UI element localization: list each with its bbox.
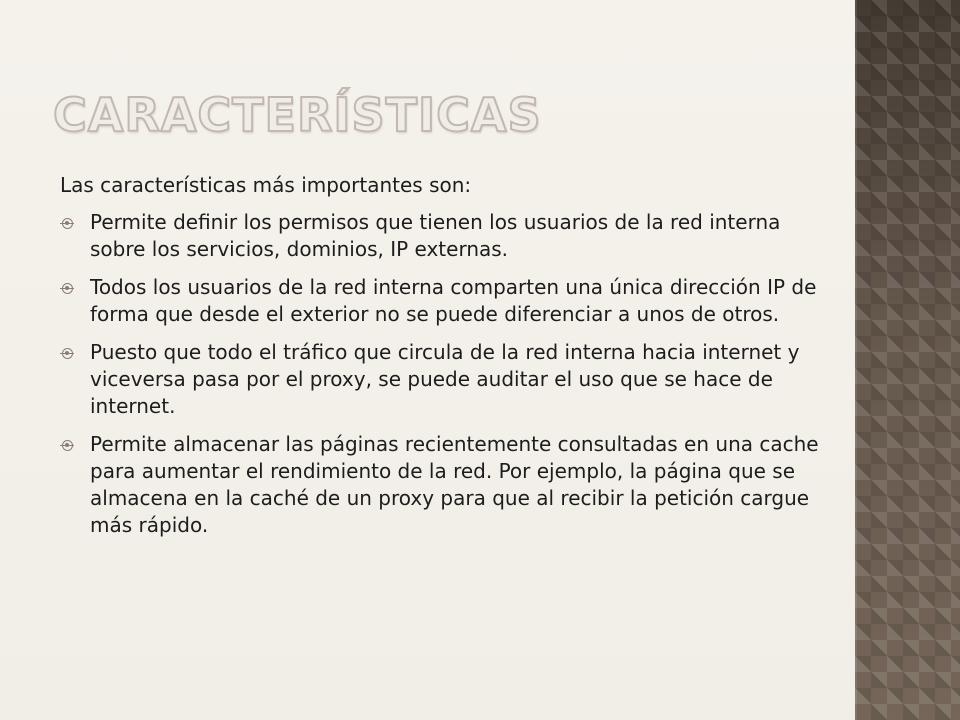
bullet-target-icon bbox=[62, 440, 73, 451]
bullet-text: Permite definir los permisos que tienen los usuarios de la red interna sobre los servicios, dominios, IP externas. bbox=[90, 210, 781, 261]
bullet-text: Puesto que todo el tráfico que circula de la red interna hacia internet y viceversa pasa por el proxy, se puede auditar el uso que se hace de internet. bbox=[90, 340, 800, 418]
decorative-side-panel bbox=[855, 0, 960, 720]
slide-title: CARACTERÍSTICAS bbox=[53, 88, 542, 142]
bullet-text: Permite almacenar las páginas recientemente consultadas en una cache para aumentar el rendimiento de la red. Por ejemplo, la página que se almacena en la caché de un proxy para que al recibir la petición cargue más rápido. bbox=[90, 432, 819, 537]
intro-text: Las características más importantes son: bbox=[60, 173, 472, 197]
bullet-item bbox=[60, 274, 835, 328]
bullet-item bbox=[60, 339, 835, 420]
bullet-item bbox=[60, 431, 835, 539]
bullet-target-icon bbox=[62, 218, 73, 229]
slide-content bbox=[60, 172, 835, 550]
bullet-item bbox=[60, 209, 835, 263]
bullet-target-icon bbox=[62, 283, 73, 294]
bullet-target-icon bbox=[62, 348, 73, 359]
bullet-list bbox=[60, 209, 835, 539]
bullet-text: Todos los usuarios de la red interna comparten una única dirección IP de forma que desde el exterior no se puede diferenciar a unos de otros. bbox=[90, 275, 817, 326]
